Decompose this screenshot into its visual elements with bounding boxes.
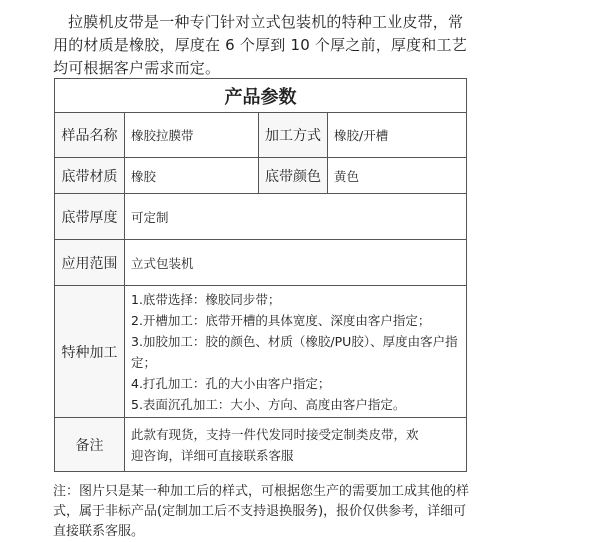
row-value: 可定制 bbox=[125, 194, 467, 240]
table-row bbox=[55, 286, 467, 418]
row-label: 特种加工 bbox=[55, 286, 125, 418]
list-item: 5.表面沉孔加工：大小、方向、高度由客户指定。 bbox=[131, 396, 406, 412]
row-label: 底带厚度 bbox=[55, 194, 125, 240]
row-value: 橡胶 bbox=[125, 158, 259, 194]
row-value: 立式包装机 bbox=[125, 240, 467, 286]
row-label: 应用范围 bbox=[55, 240, 125, 286]
row-label: 底带材质 bbox=[55, 158, 125, 194]
product-params-table bbox=[54, 78, 467, 472]
row-value: 橡胶/开槽 bbox=[328, 113, 467, 158]
row-label: 样品名称 bbox=[55, 113, 125, 158]
table-row bbox=[55, 240, 467, 286]
row-value: 此款有现货，支持一件代发同时接受定制类皮带，欢迎咨询，详细可直接联系客服 bbox=[125, 418, 467, 472]
row-label: 备注 bbox=[55, 418, 125, 472]
table-title: 产品参数 bbox=[55, 79, 467, 113]
row-value: 橡胶拉膜带 bbox=[125, 113, 259, 158]
list-item: 4.打孔加工：孔的大小由客户指定； bbox=[131, 375, 331, 391]
list-item: 2.开槽加工：底带开槽的具体宽度、深度由客户指定； bbox=[131, 312, 431, 328]
row-value: 黄色 bbox=[328, 158, 467, 194]
table-row bbox=[55, 194, 467, 240]
row-label: 底带颜色 bbox=[259, 158, 328, 194]
list-item: 3.加胶加工：胶的颜色、材质（橡胶/PU胶）、厚度由客户指定； bbox=[131, 333, 458, 370]
special-processing-list bbox=[125, 286, 467, 418]
table-row bbox=[55, 418, 467, 472]
table-row bbox=[55, 113, 467, 158]
list-item: 1.底带选择：橡胶同步带； bbox=[131, 291, 281, 307]
footnote: 注：图片只是某一种加工后的样式，可根据您生产的需要加工成其他的样式，属于非标产品(定制加工后不支持退换服务)，报价仅供参考，详细可直接联系客服。 bbox=[53, 484, 470, 539]
table-row bbox=[55, 158, 467, 194]
row-label: 加工方式 bbox=[259, 113, 328, 158]
intro-paragraph: 拉膜机皮带是一种专门针对立式包装机的特种工业皮带，常用的材质是橡胶，厚度在 6 个厚到 10 个厚之前，厚度和工艺均可根据客户需求而定。 bbox=[53, 13, 467, 77]
